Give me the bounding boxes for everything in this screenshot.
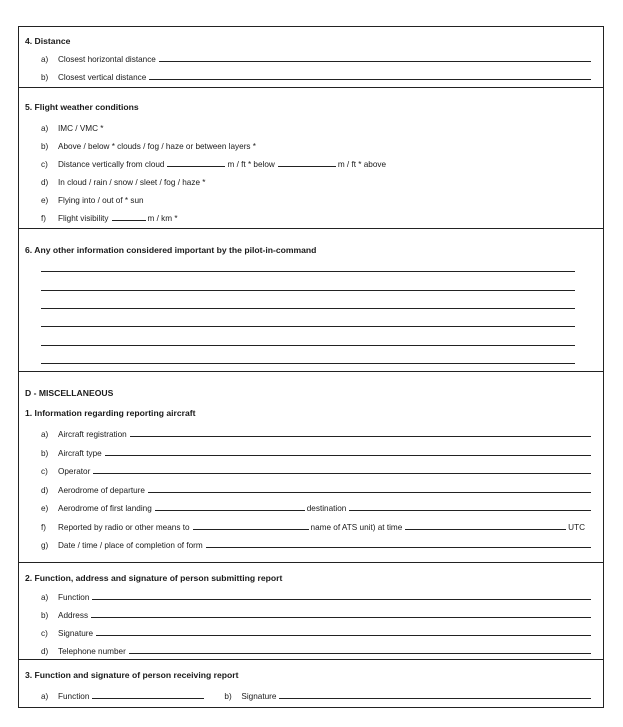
section-distance bbox=[19, 27, 603, 88]
row-imc-vmc[interactable]: a) IMC / VMC * bbox=[41, 124, 104, 133]
other-info-line[interactable] bbox=[41, 345, 575, 346]
horizontal-distance-field[interactable] bbox=[159, 60, 591, 62]
operator-field[interactable] bbox=[93, 472, 591, 474]
row-receiver: a) Function b) Signature bbox=[41, 689, 593, 701]
reported-to-field[interactable] bbox=[193, 528, 309, 530]
section-miscellaneous bbox=[19, 372, 603, 563]
row-first-landing: e) Aerodrome of first landing destination bbox=[41, 501, 593, 513]
row-submitter-address: b) Address bbox=[41, 608, 593, 620]
row-submitter-function: a) Function bbox=[41, 590, 593, 602]
first-landing-field[interactable] bbox=[155, 509, 305, 511]
section-weather bbox=[19, 88, 603, 229]
cloud-distance-below-field[interactable] bbox=[167, 165, 225, 167]
section-submitter bbox=[19, 563, 603, 660]
report-time-field[interactable] bbox=[405, 528, 566, 530]
section-5-title: 5. Flight weather conditions bbox=[25, 102, 139, 112]
row-visibility: f) Flight visibility m / km * bbox=[41, 214, 178, 223]
other-info-line[interactable] bbox=[41, 363, 575, 364]
row-operator: c) Operator bbox=[41, 464, 593, 476]
section-d-title: D - MISCELLANEOUS bbox=[25, 388, 114, 398]
completion-field[interactable] bbox=[206, 546, 591, 548]
submitter-signature-field[interactable] bbox=[96, 634, 591, 636]
receiver-function-field[interactable] bbox=[92, 697, 204, 699]
row-cloud-position[interactable]: b) Above / below * clouds / fog / haze or between layers * bbox=[41, 142, 256, 151]
row-reported-by: f) Reported by radio or other means to name of ATS unit) at time UTC bbox=[41, 523, 585, 532]
section-2-title: 2. Function, address and signature of person submitting report bbox=[25, 573, 283, 583]
row-departure-aerodrome: d) Aerodrome of departure bbox=[41, 483, 593, 495]
submitter-address-field[interactable] bbox=[91, 616, 591, 618]
visibility-field[interactable] bbox=[112, 219, 146, 221]
row-horizontal-distance: a) Closest horizontal distance bbox=[41, 52, 593, 64]
vertical-distance-field[interactable] bbox=[149, 78, 591, 80]
section-4-title: 4. Distance bbox=[25, 36, 71, 46]
row-precipitation[interactable]: d) In cloud / rain / snow / sleet / fog / haze * bbox=[41, 178, 206, 187]
row-submitter-signature: c) Signature bbox=[41, 626, 593, 638]
submitter-function-field[interactable] bbox=[92, 598, 591, 600]
other-info-line[interactable] bbox=[41, 290, 575, 291]
row-completion: g) Date / time / place of completion of form bbox=[41, 538, 593, 550]
report-form bbox=[18, 26, 604, 708]
cloud-distance-above-field[interactable] bbox=[278, 165, 336, 167]
other-info-line[interactable] bbox=[41, 326, 575, 327]
receiver-signature-field[interactable] bbox=[279, 697, 591, 699]
departure-aerodrome-field[interactable] bbox=[148, 491, 591, 493]
section-3-title: 3. Function and signature of person receiving report bbox=[25, 670, 239, 680]
submitter-telephone-field[interactable] bbox=[129, 652, 591, 654]
row-aircraft-type: b) Aircraft type bbox=[41, 446, 593, 458]
aircraft-type-field[interactable] bbox=[105, 454, 591, 456]
row-aircraft-registration: a) Aircraft registration bbox=[41, 427, 593, 439]
other-info-line[interactable] bbox=[41, 271, 575, 272]
section-6-title: 6. Any other information considered important by the pilot-in-command bbox=[25, 245, 317, 255]
destination-field[interactable] bbox=[349, 509, 591, 511]
row-submitter-telephone: d) Telephone number bbox=[41, 644, 593, 656]
other-info-line[interactable] bbox=[41, 308, 575, 309]
aircraft-registration-field[interactable] bbox=[130, 435, 591, 437]
row-cloud-distance: c) Distance vertically from cloud m / ft * below m / ft * above bbox=[41, 160, 387, 169]
section-receiver bbox=[19, 660, 603, 707]
section-other-info bbox=[19, 229, 603, 372]
row-sun[interactable]: e) Flying into / out of * sun bbox=[41, 196, 144, 205]
subsection-1-title: 1. Information regarding reporting aircraft bbox=[25, 408, 196, 418]
row-vertical-distance: b) Closest vertical distance bbox=[41, 70, 593, 82]
